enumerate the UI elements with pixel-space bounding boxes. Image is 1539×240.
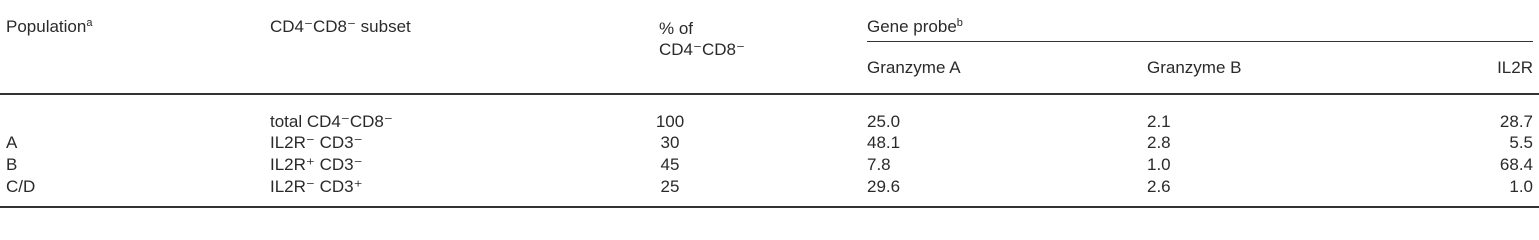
header-gene-probe-label: Gene probe (867, 17, 957, 36)
cell-granzyme-b: 2.1 (1147, 112, 1171, 131)
cell-il2r: 1.0 (1509, 177, 1533, 196)
cell-il2r: 68.4 (1499, 155, 1533, 174)
cell-granzyme-a: 7.8 (867, 155, 891, 174)
header-population-note: a (86, 17, 93, 29)
cell-population: A (6, 133, 18, 152)
cell-subset: IL2R⁻ CD3⁻ (270, 133, 363, 152)
cell-granzyme-a: 25.0 (867, 112, 901, 131)
header-pct-line2: CD4⁻CD8⁻ (659, 40, 745, 59)
cell-il2r: 28.7 (1499, 112, 1533, 131)
cell-granzyme-a: 29.6 (867, 177, 901, 196)
header-gene-probe-note: b (956, 17, 963, 29)
header-granzyme-a: Granzyme A (867, 58, 961, 77)
header-bottom-rule (0, 93, 1539, 95)
cell-pct: 100 (655, 112, 685, 131)
header-pct-line1: % of (659, 19, 694, 38)
cell-pct: 25 (660, 177, 680, 196)
header-population (6, 17, 92, 37)
cell-population: C/D (6, 177, 36, 196)
header-il2r: IL2R (1497, 58, 1533, 77)
cell-subset: IL2R⁺ CD3⁻ (270, 155, 363, 174)
header-subset: CD4⁻CD8⁻ subset (270, 17, 411, 36)
cell-granzyme-b: 2.6 (1147, 177, 1171, 196)
cell-subset: total CD4⁻CD8⁻ (270, 112, 393, 131)
cell-pct: 45 (660, 155, 680, 174)
header-population-label: Population (6, 17, 87, 36)
gene-probe-rule (867, 41, 1533, 42)
cell-granzyme-a: 48.1 (867, 133, 901, 152)
cell-pct: 30 (660, 133, 680, 152)
cell-granzyme-b: 1.0 (1147, 155, 1171, 174)
header-granzyme-b: Granzyme B (1147, 58, 1242, 77)
cell-il2r: 5.5 (1509, 133, 1533, 152)
cell-granzyme-b: 2.8 (1147, 133, 1171, 152)
header-gene-probe (867, 17, 963, 37)
cell-population: B (6, 155, 18, 174)
table-bottom-rule (0, 206, 1539, 208)
cell-subset: IL2R⁻ CD3⁺ (270, 177, 363, 196)
